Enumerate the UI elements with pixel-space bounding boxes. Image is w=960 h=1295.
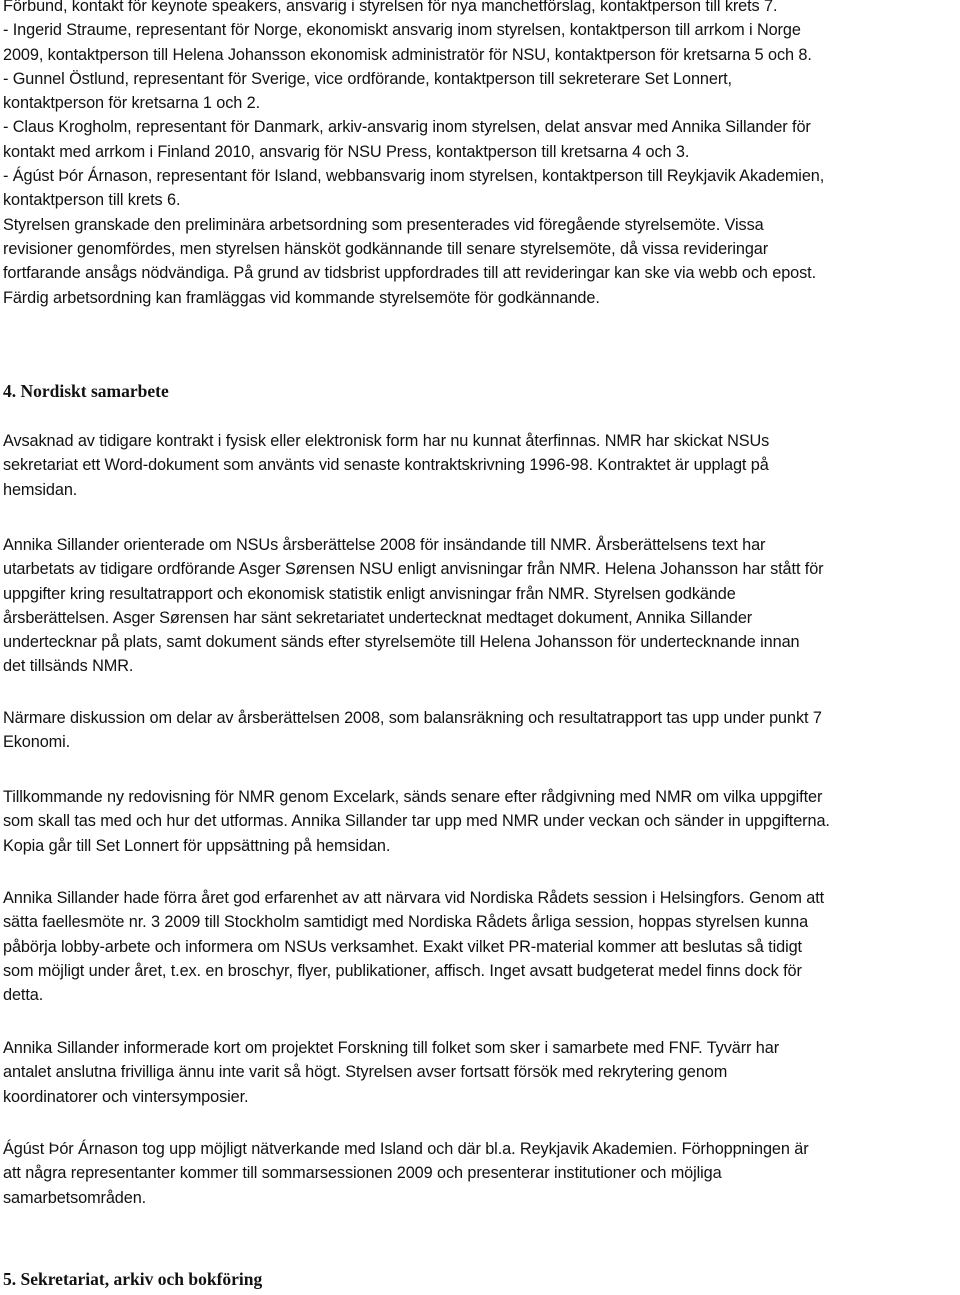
section-heading-nordiskt-samarbete: 4. Nordiskt samarbete [3,381,169,401]
text-line: sätta faellesmöte nr. 3 2009 till Stockholm samtidigt med Nordiska Rådets årliga session, hoppas styrelsen kunna [3,913,809,932]
paragraph-discussion [3,706,822,755]
text-line: detta. [3,986,44,1005]
text-line: Annika Sillander hade förra året god erfarenhet av att närvara vid Nordiska Rådets session i Helsingfors. Genom att [3,889,825,907]
text-line: Avsaknad av tidigare kontrakt i fysisk eller elektronisk form har nu kunnat återfinnas. NMR har skickat NSUs [3,432,770,450]
text-line: - Ingerid Straume, representant för Norge, ekonomiskt ansvarig inom styrelsen, kontaktperson till arrkom i Norge [3,21,801,40]
section-heading-sekretariat: 5. Sekretariat, arkiv och bokföring [3,1269,263,1289]
text-line: Kopia går till Set Lonnert för uppsättning på hemsidan. [3,836,391,855]
intro-text-block [3,0,824,310]
paragraph-new-reporting [3,785,830,858]
paragraph-iceland-network [3,1137,809,1210]
text-line: kontakt med arrkom i Finland 2010, ansvarig för NSU Press, kontaktperson till kretsarna 4 och 3. [3,142,690,161]
text-line: att några representanter kommer till sommarsessionen 2009 och presenterar institutioner och möjliga [3,1164,722,1183]
paragraph-annual-report [3,533,824,679]
text-line: fortfarande ansågs nödvändiga. På grund av tidsbrist uppfordrades till att revideringar kan ske via webb och epost. [3,264,817,283]
text-line: påbörja lobby-arbete och informera om NSUs verksamhet. Exakt vilket PR-material kommer att beslutas så tidigt [3,937,802,956]
text-line: kontaktperson för kretsarna 1 och 2. [3,94,261,113]
text-line: det tillsänds NMR. [3,657,134,676]
paragraph-research-project [3,1036,779,1109]
text-line: - Gunnel Östlund, representant för Sverige, vice ordförande, kontaktperson till sekreterare Set Lonnert, [3,69,732,88]
text-line: som möjligt under året, t.ex. en broschyr, flyer, publikationer, affisch. Inget avsatt budgeterat medel finns dock för [3,961,802,980]
text-line: Styrelsen granskade den preliminära arbetsordning som presenterades vid föregående styrelsemöte. Vissa [3,215,764,234]
text-line: årsberättelsen. Asger Sørensen har sänt sekretariatet undertecknat medtaget dokument, Annika Sillander [3,608,753,627]
text-line: Närmare diskussion om delar av årsberättelsen 2008, som balansräkning och resultatrapport tas upp under punkt 7 [3,709,822,727]
text-line: som skall tas med och hur det utformas. Annika Sillander tar upp med NMR under veckan och sänder in uppgifterna. [3,812,830,831]
text-line: Färdig arbetsordning kan framläggas vid kommande styrelsemöte för godkännande. [3,288,600,307]
text-line: Annika Sillander orienterade om NSUs årsberättelse 2008 för insändande till NMR. Årsberättelsens text har [3,536,766,554]
text-line: kontaktperson till krets 6. [3,191,181,210]
text-line: Tillkommande ny redovisning för NMR genom Excelark, sänds senare efter rådgivning med NMR om vilka uppgifter [3,788,823,806]
text-line: uppgifter kring resultatrapport och ekonomisk statistik enligt anvisningar från NMR. Styrelsen godkände [3,584,736,603]
text-line: - Claus Krogholm, representant för Danmark, arkiv-ansvarig inom styrelsen, delat ansvar med Annika Sillander för [3,118,811,137]
text-line: - Ágúst Þór Árnason, representant för Island, webbansvarig inom styrelsen, kontaktperson till Reykjavik Akademien, [3,167,825,186]
paragraph-contract [3,429,769,502]
text-line: undertecknar på plats, samt dokument sänds efter styrelsemöte till Helena Johansson för undertecknande innan [3,633,800,652]
text-line: revisioner genomfördes, men styrelsen hänsköt godkännande till senare styrelsemöte, då vissa revideringar [3,239,769,258]
text-line: utarbetats av tidigare ordförande Asger Sørensen NSU enligt anvisningar från NMR. Helena Johansson har stått för [3,560,824,579]
text-line: 2009, kontaktperson till Helena Johansson ekonomisk administratör för NSU, kontaktperson för kretsarna 5 och 8. [3,45,812,64]
text-line: Förbund, kontakt för keynote speakers, ansvarig i styrelsen för nya manchetförslag, kontaktperson till krets 7. [3,0,778,15]
text-line: koordinatorer och vintersymposier. [3,1087,249,1106]
paragraph-nordic-council [3,886,824,1007]
text-line: antalet anslutna frivilliga ännu inte varit så högt. Styrelsen avser fortsatt försök med rekrytering genom [3,1063,728,1082]
text-line: sekretariat ett Word-dokument som använts vid senaste kontraktskrivning 1996-98. Kontraktet är upplagt på [3,456,769,475]
text-line: Ágúst Þór Árnason tog upp möjligt nätverkande med Island och där bl.a. Reykjavik Akademien. Förhoppningen är [3,1140,809,1158]
text-line: hemsidan. [3,480,78,499]
text-line: Ekonomi. [3,733,71,752]
text-line: Annika Sillander informerade kort om projektet Forskning till folket som sker i samarbete med FNF. Tyvärr har [3,1039,780,1057]
text-line: samarbetsområden. [3,1188,147,1207]
